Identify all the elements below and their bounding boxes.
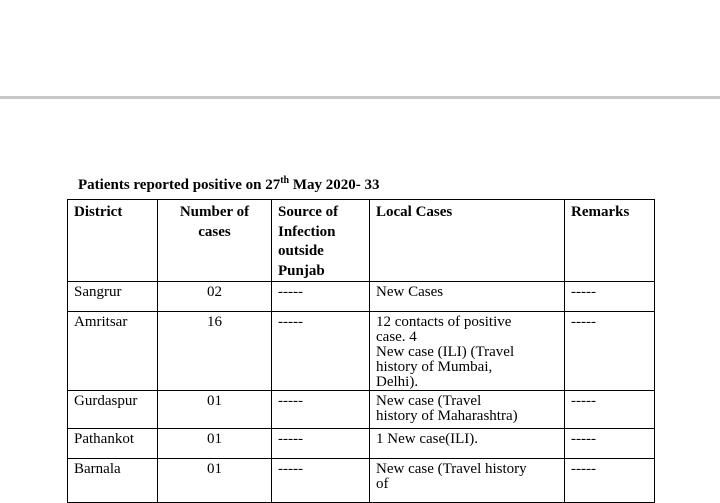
cell-source: ----- [272,312,370,391]
cell-remarks: ----- [565,391,655,429]
cell-district: Gurdaspur [68,391,158,429]
cell-remarks: ----- [565,312,655,391]
cell-district: Sangrur [68,282,158,312]
table-row [68,429,655,459]
header-remarks: Remarks [565,200,655,282]
cell-source: ----- [272,282,370,312]
cell-local-cases: New Cases [370,282,565,312]
cell-local-cases: New case (Travel history of Maharashtra) [370,391,565,429]
header-local-cases: Local Cases [370,200,565,282]
header-district: District [68,200,158,282]
cell-source: ----- [272,429,370,459]
cell-remarks: ----- [565,459,655,503]
cell-cases: 02 [158,282,272,312]
top-divider [0,96,720,99]
cell-cases: 01 [158,429,272,459]
header-number-of-cases: Number of cases [158,200,272,282]
cell-source: ----- [272,391,370,429]
cell-district: Pathankot [68,429,158,459]
cell-district: Barnala [68,459,158,503]
cell-local-cases: 1 New case(ILI). [370,429,565,459]
cell-local-cases: 12 contacts of positive case. 4 New case (ILI) (Travel history of Mumbai, Delhi). [370,312,565,391]
positive-cases-table [67,199,655,503]
cell-district: Amritsar [68,312,158,391]
heading-superscript: th [280,175,290,186]
cell-remarks: ----- [565,429,655,459]
cell-local-cases: New case (Travel history of [370,459,565,503]
table-row [68,282,655,312]
cell-source: ----- [272,459,370,503]
table-row [68,391,655,429]
cell-cases: 01 [158,391,272,429]
table-row [68,459,655,503]
cell-cases: 01 [158,459,272,503]
cell-remarks: ----- [565,282,655,312]
table-row [68,312,655,391]
header-source-of-infection: Source of Infection outside Punjab [272,200,370,282]
report-heading: Patients reported positive on 27th May 2020- 33 [78,175,380,193]
cell-cases: 16 [158,312,272,391]
table-header-row [68,200,655,282]
